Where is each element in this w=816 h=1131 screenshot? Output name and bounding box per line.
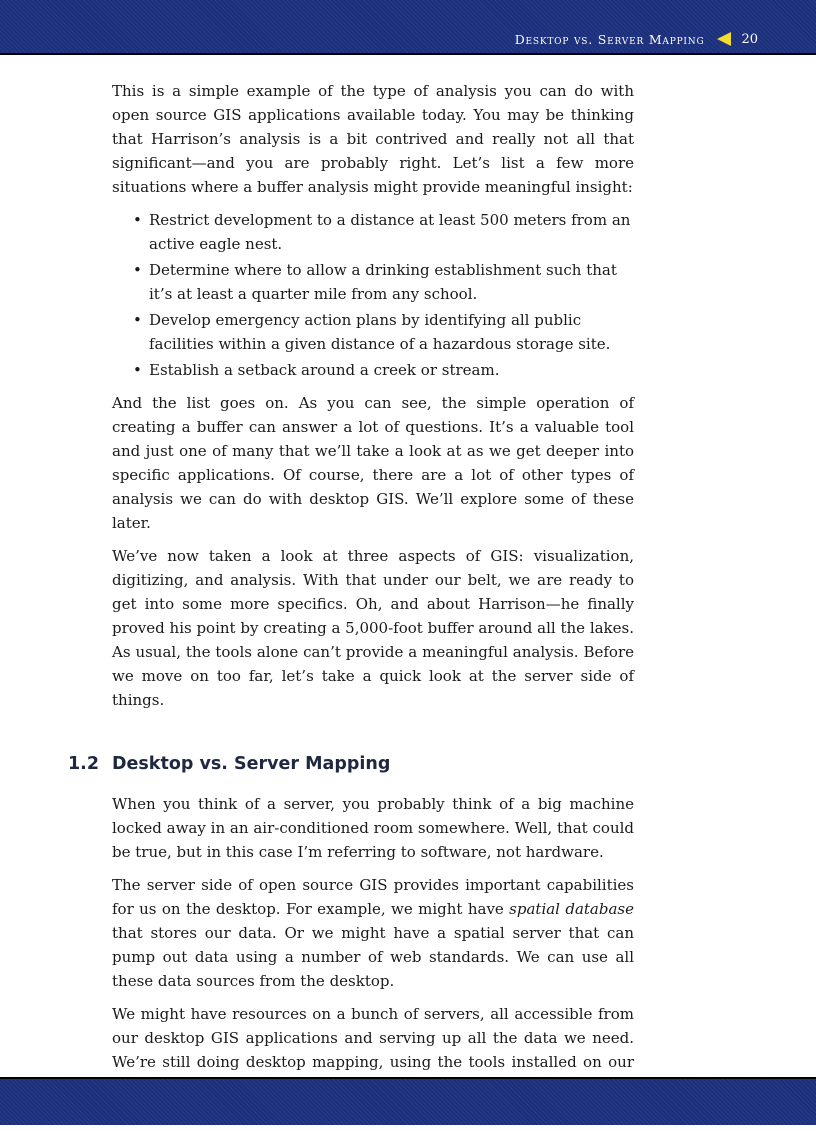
paragraph: When you think of a server, you probably think of a big machine locked away in an air-conditioned room somewhere. Well, that could be true, but in this case I’m referring to software, not hardware.	[112, 795, 634, 861]
footer-band	[0, 1077, 816, 1125]
list-item: • Develop emergency action plans by identifying all public facilities within a given distance of a hazardous storage site.	[149, 308, 634, 356]
list-item: • Restrict development to a distance at least 500 meters from an active eagle nest.	[149, 208, 634, 256]
bullet-list	[112, 208, 634, 382]
header-band	[0, 0, 816, 55]
emphasis-term: spatial database	[509, 900, 634, 918]
paragraph: We’ve now taken a look at three aspects of GIS: visualization, digitizing, and analysis. With that under our belt, we are ready to get into some more specifics. Oh, and about Harrison—he finally proved his point by creating a 5,000-foot buffer around all the lakes. As usual, the tools alone can’t provide a meaningful analysis. Before we move on too far, let’s take a quick look at the server side of things.	[112, 547, 634, 709]
section-title: Desktop vs. Server Mapping	[112, 754, 391, 774]
paragraph	[112, 873, 634, 993]
running-header	[515, 27, 758, 51]
text-run: The server side of open source GIS provides important capabilities for us on the desktop. For example, we might have	[112, 876, 634, 918]
list-item: • Establish a setback around a creek or stream.	[149, 358, 634, 382]
list-item: • Determine where to allow a drinking establishment such that it’s at least a quarter mile from any school.	[149, 258, 634, 306]
text-run: that stores our data. Or we might have a spatial server that can pump out data using a number of web standards. We can use all these data sources from the desktop.	[112, 924, 634, 990]
page-number: 20	[741, 31, 758, 47]
paragraph: We might have resources on a bunch of servers, all accessible from our desktop GIS applications and serving up all the data we need. We’re still doing desktop mapping, using the tools installed on our	[112, 1005, 634, 1071]
page-content	[68, 79, 634, 1131]
back-arrow-icon[interactable]	[717, 32, 731, 46]
running-title: Desktop vs. Server Mapping	[514, 31, 705, 47]
paragraph: And the list goes on. As you can see, the simple operation of creating a buffer can answer a lot of questions. It’s a valuable tool and just one of many that we’ll take a look at as we get deeper into specific applications. Of course, there are a lot of other types of analysis we can do with desktop GIS. We’ll explore some of these later.	[112, 394, 634, 532]
section-number: 1.2	[68, 754, 100, 774]
paragraph: This is a simple example of the type of analysis you can do with open source GIS applications available today. You may be thinking that Harrison’s analysis is a bit contrived and really not all that significant—and you are probably right. Let’s list a few more situations where a buffer analysis might provide meaningful insight:	[112, 82, 634, 196]
section-heading	[0, 752, 634, 782]
